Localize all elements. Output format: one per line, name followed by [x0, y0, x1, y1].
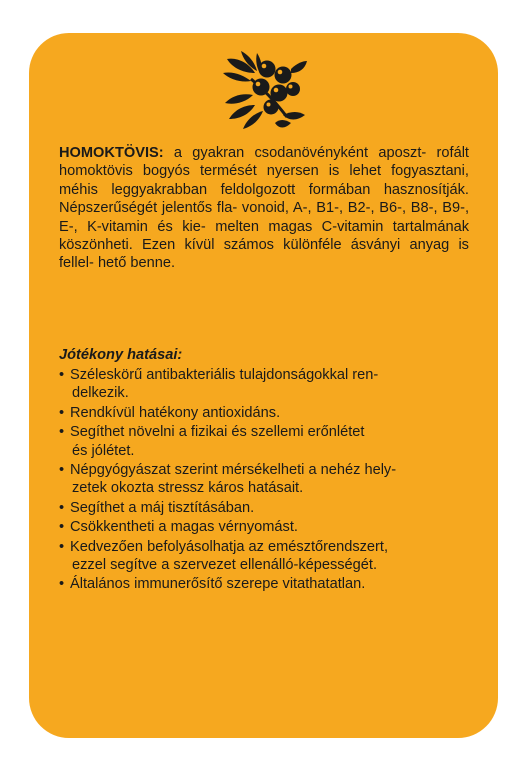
list-item-text: ezzel segítve a szervezet ellenálló-képességét.	[72, 557, 378, 574]
intro-line: formában hasznosítják. Népszerűségét jelentős fla-	[59, 181, 469, 217]
list-item-text: delkezik.	[72, 385, 129, 402]
intro-line: Ezen kívül számos különféle ásványi anyag is fellel-	[59, 237, 469, 272]
bullet-icon: •	[59, 576, 65, 593]
bullet-icon: •	[59, 367, 65, 383]
list-item-text: és jólétet.	[72, 442, 135, 459]
list-item-text: Segíthet növelni a fizikai és szellemi erőnlétet	[70, 424, 365, 441]
list-item-text: zetek okozta stressz káros hatásait.	[72, 480, 304, 497]
bullet-icon: •	[59, 499, 65, 516]
list-item	[59, 538, 473, 575]
list-item	[59, 366, 473, 403]
bullet-icon: •	[59, 538, 65, 555]
list-item-text: Kedvezően befolyásolhatja az emésztőrendszert,	[70, 538, 389, 555]
list-item-text: Csökkentheti a magas vérnyomást.	[70, 519, 298, 536]
benefits-list	[59, 366, 473, 595]
intro-line: a gyakran csodanövényként aposzt-	[173, 145, 427, 161]
list-item	[59, 575, 473, 593]
list-item	[59, 423, 473, 460]
sea-buckthorn-berries-icon	[221, 49, 307, 133]
list-item-text: Általános immunerősítő szerepe vitathatatlan.	[70, 576, 366, 593]
bullet-icon: •	[59, 424, 65, 441]
intro-paragraph	[59, 144, 469, 273]
list-item	[59, 461, 473, 498]
intro-line: rofált homoktövis bogyós termését nyersen is lehet	[59, 145, 469, 180]
list-item-text: Széleskörű antibakteriális tulajdonságokkal ren-	[70, 367, 379, 383]
intro-line: fogyasztani, méhis leggyakrabban feldolgozott	[59, 163, 469, 198]
list-item-text: Rendkívül hatékony antioxidáns.	[70, 404, 281, 421]
intro-line: hető benne.	[97, 255, 176, 272]
list-item	[59, 518, 473, 536]
list-item	[59, 404, 473, 422]
benefits-heading: Jótékony hatásai:	[59, 347, 183, 363]
list-item	[59, 499, 473, 517]
bullet-icon: •	[59, 519, 65, 536]
bullet-icon: •	[59, 462, 65, 479]
intro-line: melten magas C-vitamin tartalmának köszönheti.	[59, 218, 469, 254]
intro-line: vonoid, A-, B1-, B2-, B6-, B8-, B9-, E-, K-vitamin és kie-	[59, 200, 469, 235]
list-item-text: Segíthet a máj tisztításában.	[70, 499, 255, 516]
list-item-text: Népgyógyászat szerint mérsékelheti a nehéz hely-	[70, 462, 397, 479]
intro-term: HOMOKTÖVIS:	[59, 145, 164, 161]
info-card	[29, 33, 498, 738]
bullet-icon: •	[59, 404, 65, 421]
